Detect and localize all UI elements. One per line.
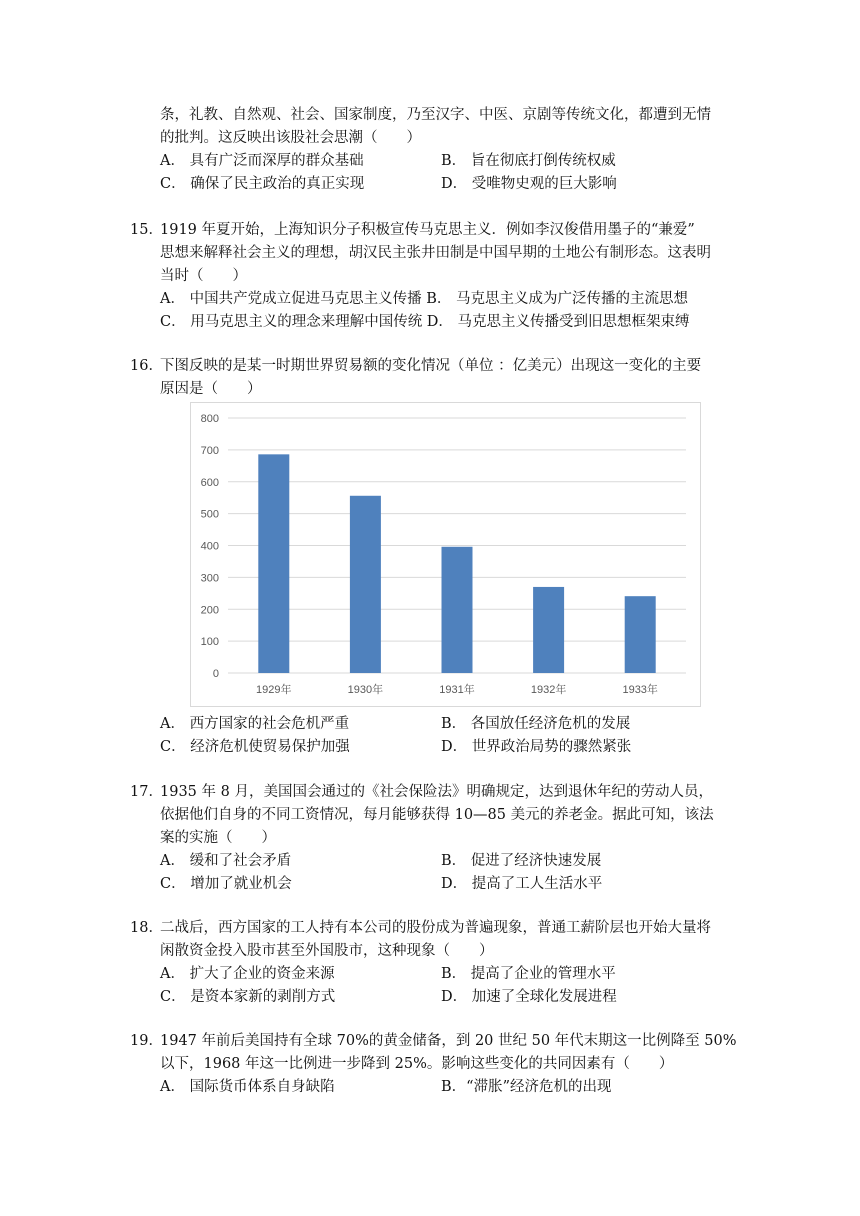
q18-number: 18． (130, 920, 163, 936)
q19-number: 19． (130, 1033, 163, 1049)
q15-option-ab: A． 中国共产党成立促进马克思主义传播 B． 马克思主义成为广泛传播的主流思想 (160, 291, 688, 307)
y-tick-label: 300 (200, 572, 219, 585)
q17-line2: 依据他们自身的不同工资情况，每月能够获得 10—85 美元的养老金。据此可知，该法 (160, 807, 714, 823)
q15-line1: 1919 年夏开始，上海知识分子积极宣传马克思主义．例如李汉俊借用墨子的“兼爱” (160, 222, 695, 238)
y-tick-label: 0 (212, 668, 219, 680)
q17-option-d: D． 提高了工人生活水平 (441, 876, 603, 892)
q18-option-a: A． 扩大了企业的资金来源 (160, 966, 335, 982)
y-tick-label: 100 (200, 636, 219, 649)
q18-option-b: B． 提高了企业的管理水平 (441, 966, 616, 982)
q15-line2: 思想来解释社会主义的理想，胡汉民主张井田制是中国早期的土地公有制形态。这表明 (160, 245, 711, 261)
y-tick-label: 600 (200, 476, 219, 489)
chart-y-ticks (201, 413, 219, 680)
q17-line3: 案的实施（ ） (160, 830, 276, 846)
q15-option-cd: C． 用马克思主义的理念来理解中国传统 D． 马克思主义传播受到旧思想框架束缚 (160, 314, 690, 330)
q16-number: 16． (130, 358, 163, 374)
q18-option-d: D． 加速了全球化发展进程 (441, 989, 617, 1005)
q17-number: 17． (130, 784, 163, 800)
x-tick-label: 1933年 (622, 684, 658, 696)
x-tick-label: 1929年 (256, 684, 292, 696)
bar-2 (442, 547, 473, 673)
q14-option-a: A． 具有广泛而深厚的群众基础 (160, 153, 364, 169)
y-tick-label: 400 (200, 540, 219, 553)
q17-option-a: A． 缓和了社会矛盾 (160, 853, 292, 869)
q16-option-c: C． 经济危机使贸易保护加强 (160, 739, 350, 755)
y-tick-label: 700 (200, 444, 219, 457)
x-tick-label: 1931年 (439, 684, 475, 696)
q19-option-a: A． 国际货币体系自身缺陷 (160, 1079, 335, 1095)
y-tick-label: 800 (200, 413, 219, 425)
q16-line1: 下图反映的是某一时期世界贸易额的变化情况（单位 ：亿美元）出现这一变化的主要 (160, 358, 702, 374)
bar-3 (533, 587, 564, 673)
q16-option-b: B． 各国放任经济危机的发展 (441, 716, 631, 732)
x-tick-label: 1930年 (347, 684, 384, 696)
y-tick-label: 200 (200, 604, 219, 617)
q14-line1: 条，礼教、自然观、社会、国家制度，乃至汉字、中医、京剧等传统文化，都遭到无情 (160, 107, 711, 123)
q16-option-d: D． 世界政治局势的骤然紧张 (441, 739, 632, 755)
y-tick-label: 500 (200, 508, 219, 521)
q14-line2: 的批判。这反映出该股社会思潮（ ） (160, 130, 421, 146)
q19-option-b: B．“滞胀”经济危机的出现 (441, 1079, 612, 1095)
q14-option-b: B． 旨在彻底打倒传统权威 (441, 153, 616, 169)
q18-line1: 二战后，西方国家的工人持有本公司的股份成为普遍现象，普通工薪阶层也开始大量将 (160, 920, 711, 936)
q18-option-c: C． 是资本家新的剥削方式 (160, 989, 336, 1005)
q17-option-c: C． 增加了就业机会 (160, 876, 292, 892)
q15-number: 15． (130, 222, 163, 238)
q14-option-d: D． 受唯物史观的巨大影响 (441, 176, 617, 192)
q17-option-b: B． 促进了经济快速发展 (441, 853, 602, 869)
q19-line2: 以下，1968 年这一比例进一步降到 25%。影响这些变化的共同因素有（ ） (160, 1056, 674, 1072)
q14-option-c: C． 确保了民主政治的真正实现 (160, 176, 365, 192)
bar-0 (258, 454, 289, 673)
q16-option-a: A． 西方国家的社会危机严重 (160, 716, 350, 732)
bar-1 (350, 496, 381, 673)
q18-line2: 闲散资金投入股市甚至外国股市，这种现象（ ） (160, 943, 494, 959)
q15-line3: 当时（ ） (160, 268, 247, 284)
q19-line1: 1947 年前后美国持有全球 70%的黄金储备，到 20 世纪 50 年代末期这一比例降至 50% (160, 1033, 737, 1049)
q16-line2: 原因是（ ） (160, 381, 262, 397)
x-tick-label: 1932年 (530, 684, 567, 696)
bar-4 (625, 596, 656, 673)
q17-line1: 1935 年 8 月，美国国会通过的《社会保险法》明确规定，达到退休年纪的劳动人员， (160, 784, 713, 800)
trade-bar-chart (190, 402, 701, 707)
